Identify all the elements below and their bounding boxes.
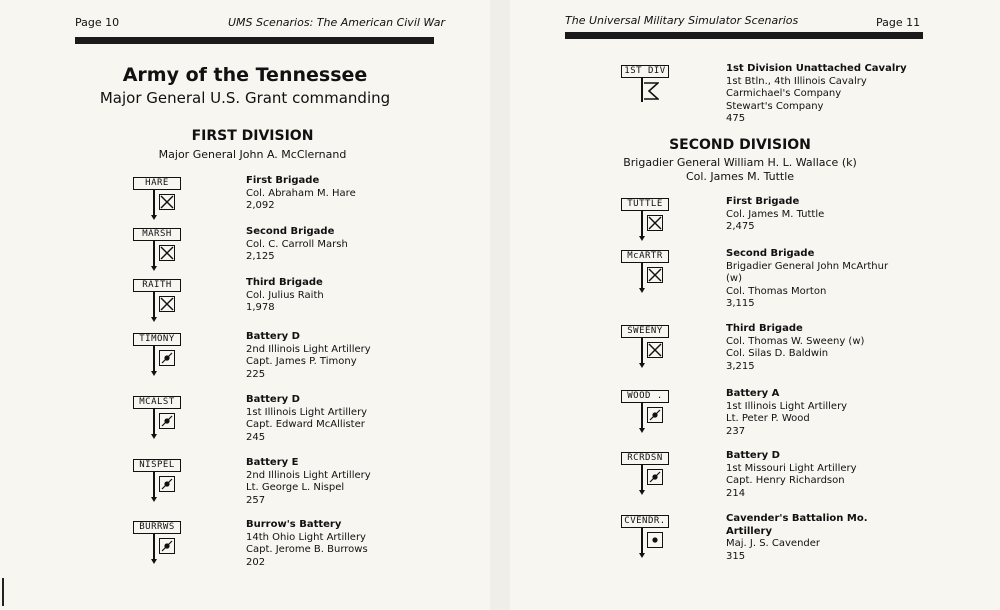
unit-info bbox=[246, 226, 426, 264]
infantry-cross-icon bbox=[159, 296, 175, 312]
unit-info bbox=[726, 63, 926, 126]
army-title: Army of the Tennessee bbox=[122, 64, 368, 86]
army-commander: Major General U.S. Grant commanding bbox=[99, 89, 391, 107]
header-rule bbox=[565, 32, 923, 39]
unit-detail-line: 1,978 bbox=[246, 302, 275, 313]
unit-info bbox=[726, 196, 906, 234]
unit-info bbox=[726, 513, 906, 563]
cavalry-pennant-icon bbox=[643, 82, 659, 100]
arrow-down-icon bbox=[639, 553, 645, 558]
artillery-center-unit-symbol bbox=[621, 515, 677, 561]
unit-stem bbox=[153, 534, 155, 560]
arrow-down-icon bbox=[639, 428, 645, 433]
unit-detail-line: Col. Abraham M. Hare bbox=[246, 187, 356, 199]
unit-name: Second Brigade bbox=[246, 226, 335, 237]
arrow-down-icon bbox=[151, 371, 157, 376]
unit-tag: HARE bbox=[133, 177, 181, 190]
infantry-unit-symbol bbox=[621, 198, 677, 244]
unit-stem bbox=[641, 528, 643, 554]
page-number: Page 11 bbox=[876, 16, 921, 29]
unit-detail-line: Carmichael's Company bbox=[726, 88, 842, 99]
unit-stem bbox=[153, 241, 155, 267]
unit-name: First Brigade bbox=[726, 196, 800, 207]
unit-info bbox=[726, 323, 906, 373]
unit-stem bbox=[641, 338, 643, 364]
unit-detail-line: 1st Missouri Light Artillery bbox=[726, 462, 857, 474]
unit-stem bbox=[153, 346, 155, 372]
unit-name: Battery D bbox=[246, 331, 300, 342]
unit-name: Battery E bbox=[246, 457, 299, 468]
unit-name: First Brigade bbox=[246, 175, 320, 186]
unit-info bbox=[246, 277, 426, 315]
unit-info bbox=[726, 388, 906, 438]
unit-detail-line: Capt. Henry Richardson bbox=[726, 475, 845, 486]
unit-detail-line: 2nd Illinois Light Artillery bbox=[246, 469, 371, 481]
division-title: FIRST DIVISION bbox=[191, 128, 314, 144]
artillery-unit-symbol bbox=[133, 396, 189, 442]
unit-info bbox=[726, 450, 906, 500]
unit-detail-line: 3,115 bbox=[726, 298, 755, 309]
left-page bbox=[0, 0, 490, 610]
artillery-unit-symbol bbox=[133, 459, 189, 505]
artillery-dot-icon bbox=[159, 476, 175, 492]
running-head: The Universal Military Simulator Scenarios bbox=[565, 14, 799, 27]
unit-detail-line: Lt. George L. Nispel bbox=[246, 482, 345, 493]
arrow-down-icon bbox=[151, 317, 157, 322]
artillery-dot-icon bbox=[647, 532, 663, 548]
unit-stem bbox=[641, 403, 643, 429]
unit-stem bbox=[153, 292, 155, 318]
division-title: SECOND DIVISION bbox=[669, 137, 811, 153]
division-commander: Brigadier General William H. L. Wallace (k) bbox=[623, 156, 857, 169]
unit-detail-line: 2,125 bbox=[246, 251, 275, 262]
unit-detail-line: Capt. James P. Timony bbox=[246, 356, 357, 367]
page-edge-mark bbox=[2, 578, 4, 606]
unit-name: Third Brigade bbox=[246, 277, 323, 288]
infantry-cross-icon bbox=[159, 245, 175, 261]
infantry-unit-symbol bbox=[133, 279, 189, 325]
unit-detail-line: Col. Silas D. Baldwin bbox=[726, 348, 829, 359]
unit-info bbox=[246, 457, 426, 507]
arrow-down-icon bbox=[151, 497, 157, 502]
unit-name: Third Brigade bbox=[726, 323, 803, 334]
infantry-cross-icon bbox=[647, 267, 663, 283]
arrow-down-icon bbox=[151, 559, 157, 564]
unit-detail-line: 237 bbox=[726, 425, 746, 437]
unit-detail-line: Col. Thomas Morton bbox=[726, 285, 827, 297]
artillery-unit-symbol bbox=[621, 390, 677, 436]
page-number: Page 10 bbox=[75, 16, 120, 29]
infantry-unit-symbol bbox=[133, 228, 189, 274]
arrow-down-icon bbox=[151, 266, 157, 271]
unit-name: Cavender's Battalion Mo. Artillery bbox=[726, 513, 868, 537]
artillery-dot-icon bbox=[159, 538, 175, 554]
unit-info bbox=[246, 175, 426, 213]
unit-info bbox=[726, 248, 906, 311]
unit-info bbox=[246, 394, 426, 444]
artillery-dot-icon bbox=[647, 469, 663, 485]
unit-tag: CVENDR. bbox=[621, 515, 669, 528]
unit-stem bbox=[153, 409, 155, 435]
unit-stem bbox=[641, 465, 643, 491]
unit-detail-line: Capt. Edward McAllister bbox=[246, 419, 365, 430]
unit-detail-line: Maj. J. S. Cavender bbox=[726, 538, 821, 549]
infantry-unit-symbol bbox=[621, 325, 677, 371]
unit-tag: McARTR bbox=[621, 250, 669, 263]
unit-detail-line: Capt. Jerome B. Burrows bbox=[246, 544, 368, 555]
infantry-cross-icon bbox=[159, 194, 175, 210]
arrow-down-icon bbox=[639, 236, 645, 241]
infantry-cross-icon bbox=[647, 215, 663, 231]
unit-detail-line: 1st Btln., 4th Illinois Cavalry bbox=[726, 75, 867, 87]
unit-detail-line: 2,475 bbox=[726, 221, 755, 232]
unit-stem bbox=[153, 190, 155, 216]
book-gutter bbox=[490, 0, 510, 610]
unit-detail-line: 225 bbox=[246, 368, 266, 380]
unit-name: Second Brigade bbox=[726, 248, 815, 259]
header-rule bbox=[75, 37, 434, 44]
unit-stem bbox=[641, 211, 643, 237]
unit-name: Burrow's Battery bbox=[246, 519, 342, 530]
running-head: UMS Scenarios: The American Civil War bbox=[228, 16, 445, 29]
unit-tag: MARSH bbox=[133, 228, 181, 241]
arrow-down-icon bbox=[151, 215, 157, 220]
unit-detail-line: (w) bbox=[726, 273, 742, 284]
artillery-unit-symbol bbox=[621, 452, 677, 498]
unit-detail-line: Brigadier General John McArthur bbox=[726, 260, 889, 272]
right-page bbox=[510, 0, 1000, 610]
unit-detail-line: Col. Thomas W. Sweeny (w) bbox=[726, 335, 865, 347]
cavalry-unit-symbol bbox=[621, 65, 677, 111]
unit-tag: TUTTLE bbox=[621, 198, 669, 211]
unit-detail-line: Stewart's Company bbox=[726, 100, 824, 112]
unit-detail-line: 2,092 bbox=[246, 200, 275, 211]
unit-tag: TIMONY bbox=[133, 333, 181, 346]
unit-detail-line: 3,215 bbox=[726, 360, 755, 372]
unit-detail-line: 315 bbox=[726, 550, 746, 562]
unit-name: Battery D bbox=[726, 450, 780, 461]
unit-detail-line: Col. James M. Tuttle bbox=[726, 208, 825, 220]
unit-detail-line: Col. Julius Raith bbox=[246, 289, 324, 301]
arrow-down-icon bbox=[639, 490, 645, 495]
division-commander: Major General John A. McClernand bbox=[158, 148, 347, 161]
unit-detail-line: 257 bbox=[246, 494, 266, 506]
artillery-unit-symbol bbox=[133, 521, 189, 567]
unit-info bbox=[246, 519, 426, 569]
artillery-unit-symbol bbox=[133, 333, 189, 379]
unit-detail-line: 245 bbox=[246, 431, 266, 443]
division-commander: Col. James M. Tuttle bbox=[685, 170, 795, 183]
artillery-dot-icon bbox=[159, 350, 175, 366]
unit-detail-line: Col. C. Carroll Marsh bbox=[246, 238, 348, 250]
unit-detail-line: 14th Ohio Light Artillery bbox=[246, 531, 366, 543]
unit-name: 1st Division Unattached Cavalry bbox=[726, 63, 907, 74]
unit-tag: WOOD . bbox=[621, 390, 669, 403]
unit-name: Battery D bbox=[246, 394, 300, 405]
unit-detail-line: 2nd Illinois Light Artillery bbox=[246, 343, 371, 355]
arrow-down-icon bbox=[639, 363, 645, 368]
arrow-down-icon bbox=[639, 288, 645, 293]
unit-detail-line: Lt. Peter P. Wood bbox=[726, 413, 810, 424]
unit-detail-line: 214 bbox=[726, 487, 746, 499]
infantry-unit-symbol bbox=[621, 250, 677, 296]
unit-tag: 1ST DIV bbox=[621, 65, 669, 78]
unit-tag: SWEENY bbox=[621, 325, 669, 338]
unit-detail-line: 1st Illinois Light Artillery bbox=[726, 400, 848, 412]
unit-detail-line: 202 bbox=[246, 556, 266, 568]
unit-tag: MCALST bbox=[133, 396, 181, 409]
artillery-dot-icon bbox=[647, 407, 663, 423]
unit-detail-line: 475 bbox=[726, 113, 746, 124]
unit-tag: RCRDSN bbox=[621, 452, 669, 465]
unit-tag: NISPEL bbox=[133, 459, 181, 472]
unit-name: Battery A bbox=[726, 388, 780, 399]
unit-tag: RAITH bbox=[133, 279, 181, 292]
infantry-unit-symbol bbox=[133, 177, 189, 223]
infantry-cross-icon bbox=[647, 342, 663, 358]
unit-stem bbox=[153, 472, 155, 498]
artillery-dot-icon bbox=[159, 413, 175, 429]
arrow-down-icon bbox=[151, 434, 157, 439]
unit-tag: BURRWS bbox=[133, 521, 181, 534]
unit-stem bbox=[641, 263, 643, 289]
unit-info bbox=[246, 331, 426, 381]
unit-detail-line: 1st Illinois Light Artillery bbox=[246, 406, 368, 418]
